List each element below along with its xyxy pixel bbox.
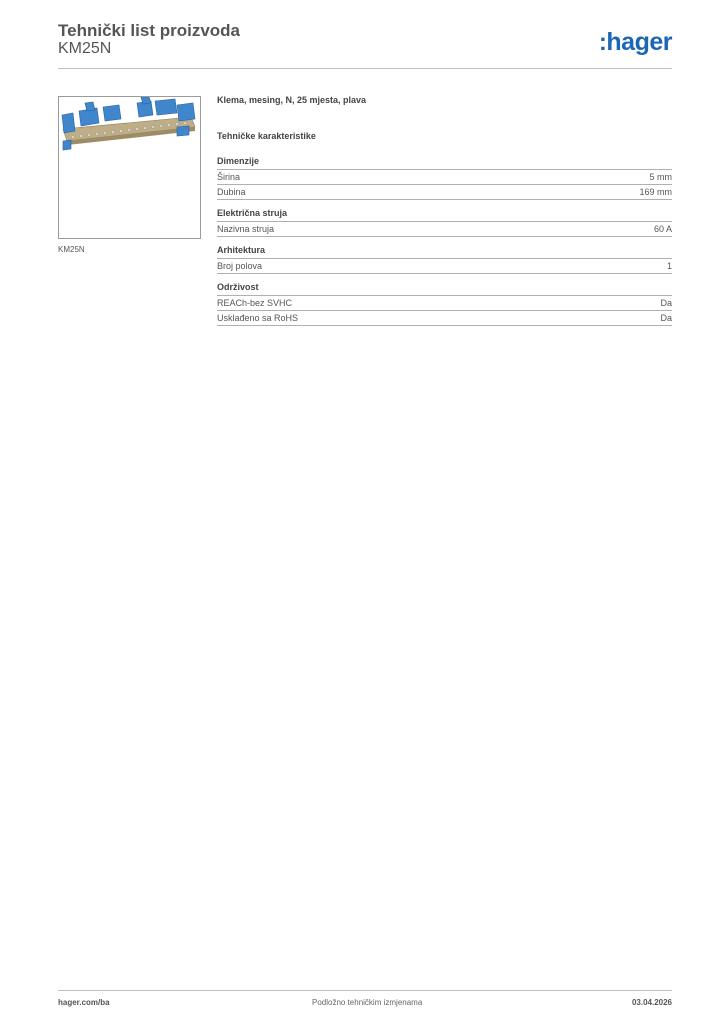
- footer-note: Podložno tehničkim izmjenama: [312, 998, 423, 1007]
- spec-label: Dubina: [217, 187, 246, 197]
- spec-row: [217, 185, 672, 200]
- spec-value: 5 mm: [649, 172, 672, 182]
- terminal-block-illustration: [59, 97, 200, 238]
- spec-label: Širina: [217, 172, 241, 182]
- section-title: Dimenzije: [217, 156, 672, 170]
- page-title: Tehnički list proizvoda: [58, 21, 240, 40]
- hager-logo: :hager: [598, 28, 672, 56]
- spec-row: [217, 311, 672, 326]
- product-image: [58, 96, 201, 239]
- section-sustainability: [217, 282, 672, 326]
- spec-value: 1: [666, 261, 672, 271]
- spec-row: [217, 296, 672, 311]
- header-divider: [58, 68, 672, 69]
- spec-value: 60 A: [653, 224, 672, 234]
- spec-value: 169 mm: [639, 187, 672, 197]
- spec-row: [217, 222, 672, 237]
- section-title: Arhitektura: [217, 245, 672, 259]
- spec-content: [217, 95, 672, 334]
- spec-label: Usklađeno sa RoHS: [217, 313, 299, 323]
- spec-value: Da: [660, 313, 672, 323]
- footer-date: 03.04.2026: [631, 998, 672, 1007]
- tech-characteristics-title: Tehničke karakteristike: [217, 131, 316, 141]
- spec-label: Broj polova: [217, 261, 263, 271]
- section-title: Održivost: [217, 282, 672, 296]
- section-title: Električna struja: [217, 208, 672, 222]
- product-code: KM25N: [58, 40, 112, 57]
- image-caption: KM25N: [58, 245, 85, 254]
- product-description: Klema, mesing, N, 25 mjesta, plava: [217, 95, 367, 105]
- spec-value: Da: [660, 298, 672, 308]
- spec-label: Nazivna struja: [217, 224, 275, 234]
- section-electric-current: [217, 208, 672, 237]
- spec-row: [217, 170, 672, 185]
- footer-website[interactable]: hager.com/ba: [58, 998, 110, 1007]
- footer-divider: [58, 990, 672, 991]
- spec-label: REACh-bez SVHC: [217, 298, 293, 308]
- section-architecture: [217, 245, 672, 274]
- section-dimensions: [217, 156, 672, 200]
- spec-row: [217, 259, 672, 274]
